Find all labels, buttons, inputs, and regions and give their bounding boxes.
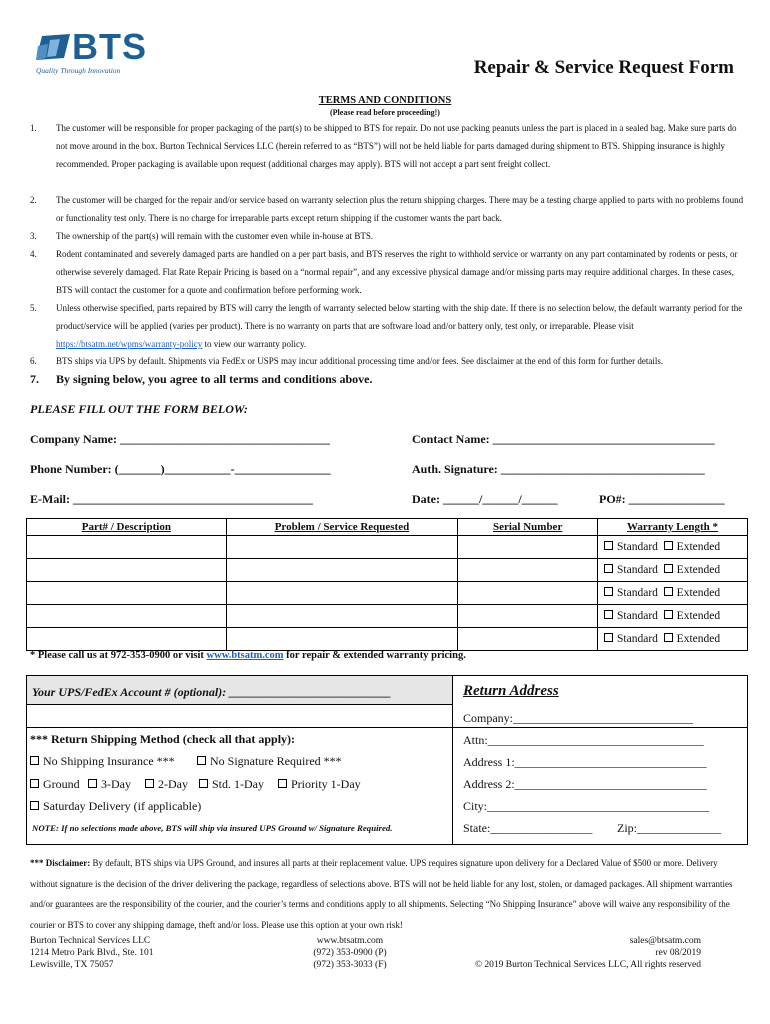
checkbox[interactable]	[88, 779, 97, 788]
warranty-cell	[598, 559, 748, 582]
term-number: 2.	[30, 195, 37, 205]
return-address2-field[interactable]: Address 2:________________________________	[463, 777, 707, 791]
extended-checkbox[interactable]	[664, 633, 673, 642]
table-body	[27, 536, 748, 651]
term-text: Rodent contaminated and severely damaged parts are handled on a per part basis, and BTS reserves the right to withhold service or warranty on any part contaminated by rodents or pests, or otherwise severely damaged. Flat Rate Repair Pricing is based on a “normal repair”, and any excessive physical damage and/or missing parts may require additional charges. In these cases, BTS will contact the customer for a quote and confirmation before performing work.	[56, 249, 738, 295]
footer-contact	[260, 935, 440, 971]
term-item	[30, 299, 750, 353]
pricing-call-note	[30, 650, 466, 661]
footer-address	[30, 935, 154, 971]
company-name-field[interactable]: Company Name: ___________________________________	[30, 432, 330, 446]
logo-tagline: Quality Through Innovation	[36, 66, 121, 75]
term-text: The ownership of the part(s) will remain with the customer even while in-house at BTS.	[56, 231, 374, 241]
standard-label: Standard	[617, 587, 658, 599]
checkbox[interactable]	[197, 756, 206, 765]
checkbox[interactable]	[30, 801, 39, 810]
extended-checkbox[interactable]	[664, 587, 673, 596]
table-header: Problem / Service Requested	[226, 519, 458, 536]
extended-label: Extended	[676, 587, 721, 599]
option-label: 2-Day	[158, 777, 188, 791]
term-number: 4.	[30, 249, 37, 259]
option-label: Priority 1-Day	[291, 777, 361, 791]
part-description-cell[interactable]	[27, 559, 227, 582]
footer-line: 1214 Metro Park Blvd., Ste. 101	[30, 948, 154, 958]
standard-checkbox[interactable]	[604, 610, 613, 619]
table-header: Warranty Length *	[598, 519, 748, 536]
extended-checkbox[interactable]	[664, 610, 673, 619]
footer-line: © 2019 Burton Technical Services LLC, All rights reserved	[474, 960, 701, 970]
return-zip-field[interactable]: Zip:______________	[617, 821, 721, 835]
extended-label: Extended	[676, 564, 721, 576]
shipping-option[interactable]	[88, 777, 131, 792]
bts-logo-mark-icon	[34, 32, 72, 64]
return-attn-field[interactable]: Attn:____________________________________	[463, 733, 704, 747]
part-description-cell[interactable]	[27, 628, 227, 651]
extended-label: Extended	[676, 541, 721, 553]
terms-heading: TERMS AND CONDITIONS	[318, 95, 452, 106]
table-header: Part# / Description	[27, 519, 227, 536]
term-item	[30, 191, 750, 227]
shipping-option[interactable]	[30, 754, 175, 769]
option-label: No Shipping Insurance ***	[43, 754, 175, 768]
part-description-cell[interactable]	[27, 605, 227, 628]
problem-cell[interactable]	[226, 628, 458, 651]
disclaimer-text: By default, BTS ships via UPS Ground, and insures all parts at their replacement value. UPS requires signature upon delivery for a Declared Value of $500 or more. Delivery without signature is the decision of the driver delivering the package, regardless of selections above. BTS will not be held liable for any lost, stolen, or damaged packages. All shipment warranties and/or guarantees are the responsibility of the courier, and the courier’s terms and conditions apply to all shipments. Selecting “No Shipping Insurance” above will waive any responsibility of the courier or BTS to cover any shipping damage, theft and/or loss. Please use this option at your own risk!	[30, 858, 733, 930]
table-header: Serial Number	[458, 519, 598, 536]
extended-checkbox[interactable]	[664, 564, 673, 573]
bts-logo	[30, 28, 160, 78]
term-text	[56, 299, 750, 353]
shipping-account-field[interactable]: Your UPS/FedEx Account # (optional): ___________________________	[32, 685, 392, 699]
return-company-field[interactable]: Company:______________________________	[463, 711, 693, 725]
logo-text: BTS	[72, 26, 147, 67]
term-item	[30, 352, 750, 370]
serial-number-cell[interactable]	[458, 536, 598, 559]
table-row	[27, 536, 748, 559]
option-label: No Signature Required ***	[210, 754, 342, 768]
term-text: By signing below, you agree to all terms and conditions above.	[56, 372, 373, 386]
checkbox[interactable]	[145, 779, 154, 788]
form-title: Repair & Service Request Form	[473, 57, 734, 78]
term-item	[30, 119, 750, 173]
return-city-field[interactable]: City:_____________________________________	[463, 799, 710, 813]
term-item	[30, 372, 373, 387]
return-state-field[interactable]: State:_________________	[463, 821, 593, 835]
option-label: 3-Day	[101, 777, 131, 791]
terms-subheading: (Please read before proceeding!)	[330, 108, 440, 117]
fill-prompt: PLEASE FILL OUT THE FORM BELOW:	[30, 402, 248, 416]
website-link[interactable]: www.btsatm.com	[206, 650, 284, 661]
return-address1-field[interactable]: Address 1:________________________________	[463, 755, 707, 769]
option-label: Saturday Delivery (if applicable)	[43, 799, 202, 813]
term-number: 3.	[30, 231, 37, 241]
standard-checkbox[interactable]	[604, 564, 613, 573]
shipping-option[interactable]	[145, 777, 188, 792]
shipping-option[interactable]	[30, 799, 201, 814]
disclaimer	[30, 853, 742, 935]
standard-checkbox[interactable]	[604, 587, 613, 596]
term-text: The customer will be responsible for proper packaging of the part(s) to be shipped to BTS for repair. Do not use packing peanuts unless the part is placed in a sealed bag. Make sure parts do not move around in the box. Burton Technical Services LLC (herein referred to as “BTS”) will not be held liable for parts damaged during shipment to BTS. Shipping insurance is highly recommended. Proper packaging is available upon request (additional charges may apply). BTS will not accept a part sent freight collect.	[56, 123, 737, 169]
return-address-heading: Return Address	[463, 683, 559, 699]
footer-email[interactable]: sales@btsatm.com	[629, 936, 701, 946]
warranty-cell	[598, 582, 748, 605]
shipping-option[interactable]	[278, 777, 361, 792]
term-text-part: Unless otherwise specified, parts repaired by BTS will carry the length of warranty selected below starting with the ship date. If there is no selection below, the default warranty period for the product/service will be applied (varies per product). There is no warranty on parts that are software load and/or battery only, test only, or irreparable. Please visit	[56, 303, 743, 331]
checkbox[interactable]	[199, 779, 208, 788]
standard-checkbox[interactable]	[604, 633, 613, 642]
footer-line: Lewisville, TX 75057	[30, 960, 114, 970]
warranty-cell	[598, 628, 748, 651]
term-text: The customer will be charged for the repair and/or service based on warranty selection plus the return shipping charges. There may be a testing charge applied to parts with no problems found or functionality test only. There is no charge for irreparable parts except return shipping if the customer wants the part back.	[56, 195, 744, 223]
disclaimer-label: *** Disclaimer:	[30, 858, 91, 868]
checkbox[interactable]	[278, 779, 287, 788]
warranty-policy-link[interactable]: https://btsatm.net/wpms/warranty-policy	[56, 339, 203, 349]
po-number-field[interactable]: PO#: ________________	[599, 492, 725, 506]
problem-cell[interactable]	[226, 582, 458, 605]
standard-label: Standard	[617, 564, 658, 576]
phone-number-field[interactable]: Phone Number: (_______)___________-________________	[30, 462, 331, 476]
table-row	[27, 582, 748, 605]
term-item	[30, 245, 750, 299]
standard-checkbox[interactable]	[604, 541, 613, 550]
table-row	[27, 628, 748, 651]
footer-line: Burton Technical Services LLC	[30, 936, 151, 946]
serial-number-cell[interactable]	[458, 559, 598, 582]
date-field[interactable]: Date: ______/______/______	[412, 492, 558, 506]
serial-number-cell[interactable]	[458, 582, 598, 605]
serial-number-cell[interactable]	[458, 605, 598, 628]
call-note-text: for repair & extended warranty pricing.	[283, 650, 466, 661]
table-row	[27, 559, 748, 582]
option-label: Ground	[43, 777, 80, 791]
serial-number-cell[interactable]	[458, 628, 598, 651]
warranty-cell	[598, 536, 748, 559]
term-number: 7.	[30, 372, 39, 386]
auth-signature-field[interactable]: Auth. Signature: __________________________________	[412, 462, 705, 476]
email-field[interactable]: E-Mail: ________________________________________	[30, 492, 313, 506]
footer-line: rev 08/2019	[655, 948, 701, 958]
shipping-note: NOTE: If no selections made above, BTS will ship via insured UPS Ground w/ Signature Required.	[32, 823, 393, 833]
extended-label: Extended	[676, 633, 721, 645]
checkbox[interactable]	[30, 779, 39, 788]
extended-checkbox[interactable]	[664, 541, 673, 550]
part-description-cell[interactable]	[27, 582, 227, 605]
standard-label: Standard	[617, 633, 658, 645]
problem-cell[interactable]	[226, 605, 458, 628]
checkbox[interactable]	[30, 756, 39, 765]
section-divider	[452, 675, 453, 845]
shipping-option[interactable]	[199, 777, 264, 792]
warranty-cell	[598, 605, 748, 628]
extended-label: Extended	[676, 610, 721, 622]
footer-info	[475, 935, 701, 971]
part-description-cell[interactable]	[27, 536, 227, 559]
term-number: 5.	[30, 303, 37, 313]
shipping-option[interactable]	[30, 777, 80, 792]
term-item	[30, 227, 750, 245]
parts-table	[26, 518, 748, 651]
call-note-text: * Please call us at 972-353-0900 or visit	[30, 650, 207, 661]
table-row	[27, 605, 748, 628]
term-number: 1.	[30, 123, 37, 133]
footer-line: (972) 353-3033 (F)	[313, 960, 387, 970]
problem-cell[interactable]	[226, 536, 458, 559]
problem-cell[interactable]	[226, 559, 458, 582]
contact-name-field[interactable]: Contact Name: _____________________________________	[412, 432, 715, 446]
divider	[27, 727, 748, 728]
shipping-option[interactable]	[197, 754, 342, 769]
term-text: BTS ships via UPS by default. Shipments via FedEx or USPS may incur additional processing time and/or fees. See disclaimer at the end of this form for further details.	[56, 356, 664, 366]
divider	[27, 704, 452, 705]
option-label: Std. 1-Day	[212, 777, 264, 791]
footer-website[interactable]: www.btsatm.com	[316, 936, 384, 946]
standard-label: Standard	[617, 610, 658, 622]
term-number: 6.	[30, 356, 37, 366]
standard-label: Standard	[617, 541, 658, 553]
term-text-part: to view our warranty policy.	[202, 339, 307, 349]
footer-line: (972) 353-0900 (P)	[313, 948, 387, 958]
return-method-heading: *** Return Shipping Method (check all that apply):	[30, 732, 296, 746]
